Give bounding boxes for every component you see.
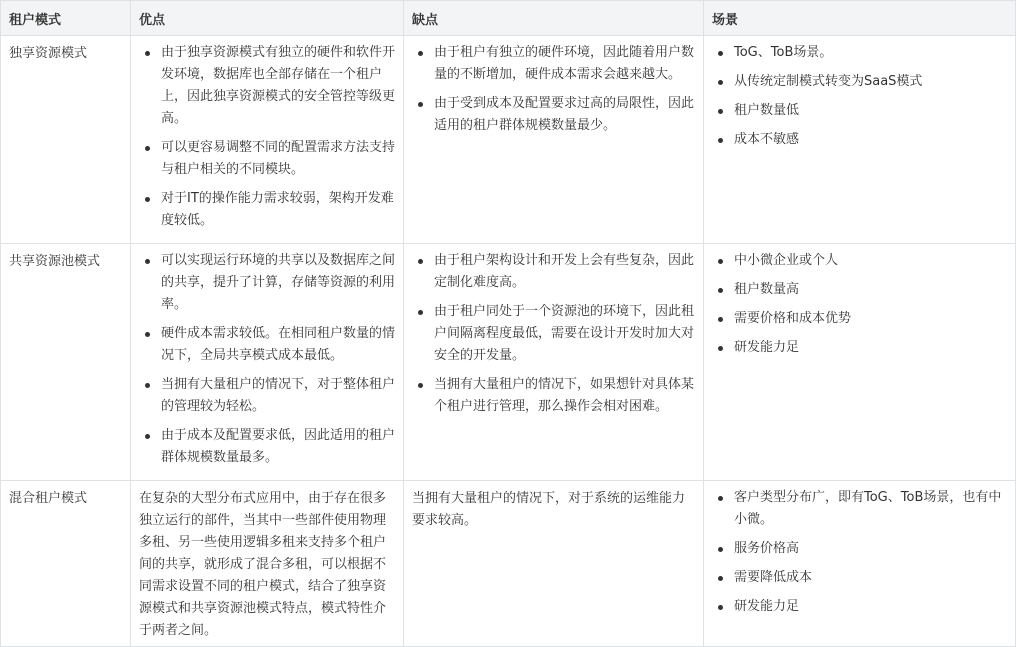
scenes-cell	[704, 36, 1016, 244]
cons-list	[412, 250, 697, 418]
table-row	[1, 244, 1016, 481]
pros-text: 在复杂的大型分布式应用中，由于存在很多独立运行的部件，当其中一些部件使用物理多租、另一些使用逻辑多租来支持多个租户间的共享，就形成了混合多租，可以根据不同需求设置不同的租户模式，结合了独享资源模式和共享资源池模式特点，模式特性介于两者之间。	[139, 491, 387, 638]
bullet-icon	[718, 547, 723, 552]
list-item: 当拥有大量租户的情况下，对于整体租户的管理较为轻松。	[139, 374, 397, 418]
list-item: 成本不敏感	[712, 129, 1009, 151]
header-cons: 缺点	[404, 1, 704, 36]
list-item: 当拥有大量租户的情况下，如果想针对具体某个租户进行管理，那么操作会相对困难。	[412, 374, 697, 418]
mode-cell: 独享资源模式	[1, 36, 131, 244]
list-item: 需要降低成本	[712, 567, 1009, 589]
bullet-icon	[718, 346, 723, 351]
list-item: 从传统定制模式转变为SaaS模式	[712, 71, 1009, 93]
cons-cell	[404, 481, 704, 647]
bullet-icon	[145, 434, 150, 439]
list-item: ToG、ToB场景。	[712, 42, 1009, 64]
header-row	[1, 1, 1016, 36]
scenes-list	[712, 250, 1009, 359]
bullet-icon	[418, 383, 423, 388]
bullet-icon	[718, 259, 723, 264]
bullet-icon	[145, 146, 150, 151]
cons-text: 当拥有大量租户的情况下，对于系统的运维能力要求较高。	[412, 491, 686, 528]
bullet-icon	[718, 109, 723, 114]
bullet-icon	[718, 288, 723, 293]
list-item: 可以实现运行环境的共享以及数据库之间的共享，提升了计算，存储等资源的利用率。	[139, 250, 397, 316]
header-scenes: 场景	[704, 1, 1016, 36]
pros-cell	[131, 244, 404, 481]
bullet-icon	[145, 332, 150, 337]
list-item: 由于独享资源模式有独立的硬件和软件开发环境，数据库也全部存储在一个租户上，因此独享资源模式的安全管控等级更高。	[139, 42, 397, 130]
bullet-icon	[718, 138, 723, 143]
bullet-icon	[145, 197, 150, 202]
pros-list	[139, 250, 397, 469]
list-item: 可以更容易调整不同的配置需求方法支持与租户相关的不同模块。	[139, 137, 397, 181]
table-row	[1, 36, 1016, 244]
cons-cell	[404, 244, 704, 481]
header-mode: 租户模式	[1, 1, 131, 36]
bullet-icon	[418, 102, 423, 107]
list-item: 硬件成本需求较低。在相同租户数量的情况下，全局共享模式成本最低。	[139, 323, 397, 367]
pros-cell	[131, 481, 404, 647]
pros-cell	[131, 36, 404, 244]
bullet-icon	[418, 51, 423, 56]
list-item: 客户类型分布广，即有ToG、ToB场景，也有中小微。	[712, 487, 1009, 531]
scenes-list	[712, 42, 1009, 151]
list-item: 由于成本及配置要求低，因此适用的租户群体规模数量最多。	[139, 425, 397, 469]
bullet-icon	[718, 317, 723, 322]
bullet-icon	[145, 383, 150, 388]
bullet-icon	[145, 51, 150, 56]
table-row	[1, 481, 1016, 647]
list-item: 中小微企业或个人	[712, 250, 1009, 272]
pros-list	[139, 42, 397, 232]
mode-cell: 共享资源池模式	[1, 244, 131, 481]
list-item: 租户数量高	[712, 279, 1009, 301]
bullet-icon	[718, 605, 723, 610]
list-item: 租户数量低	[712, 100, 1009, 122]
bullet-icon	[418, 310, 423, 315]
bullet-icon	[718, 51, 723, 56]
list-item: 研发能力足	[712, 596, 1009, 618]
bullet-icon	[718, 496, 723, 501]
bullet-icon	[418, 259, 423, 264]
scenes-cell	[704, 481, 1016, 647]
list-item: 研发能力足	[712, 337, 1009, 359]
list-item: 由于租户有独立的硬件环境，因此随着用户数量的不断增加，硬件成本需求会越来越大。	[412, 42, 697, 86]
list-item: 服务价格高	[712, 538, 1009, 560]
list-item: 需要价格和成本优势	[712, 308, 1009, 330]
list-item: 由于租户架构设计和开发上会有些复杂，因此定制化难度高。	[412, 250, 697, 294]
scenes-cell	[704, 244, 1016, 481]
header-pros: 优点	[131, 1, 404, 36]
scenes-list	[712, 487, 1009, 618]
bullet-icon	[718, 576, 723, 581]
list-item: 由于受到成本及配置要求过高的局限性，因此适用的租户群体规模数量最少。	[412, 93, 697, 137]
bullet-icon	[145, 259, 150, 264]
list-item: 对于IT的操作能力需求较弱，架构开发难度较低。	[139, 188, 397, 232]
mode-cell: 混合租户模式	[1, 481, 131, 647]
cons-list	[412, 42, 697, 137]
list-item: 由于租户同处于一个资源池的环境下，因此租户间隔离程度最低，需要在设计开发时加大对安全的开发量。	[412, 301, 697, 367]
cons-cell	[404, 36, 704, 244]
bullet-icon	[718, 80, 723, 85]
